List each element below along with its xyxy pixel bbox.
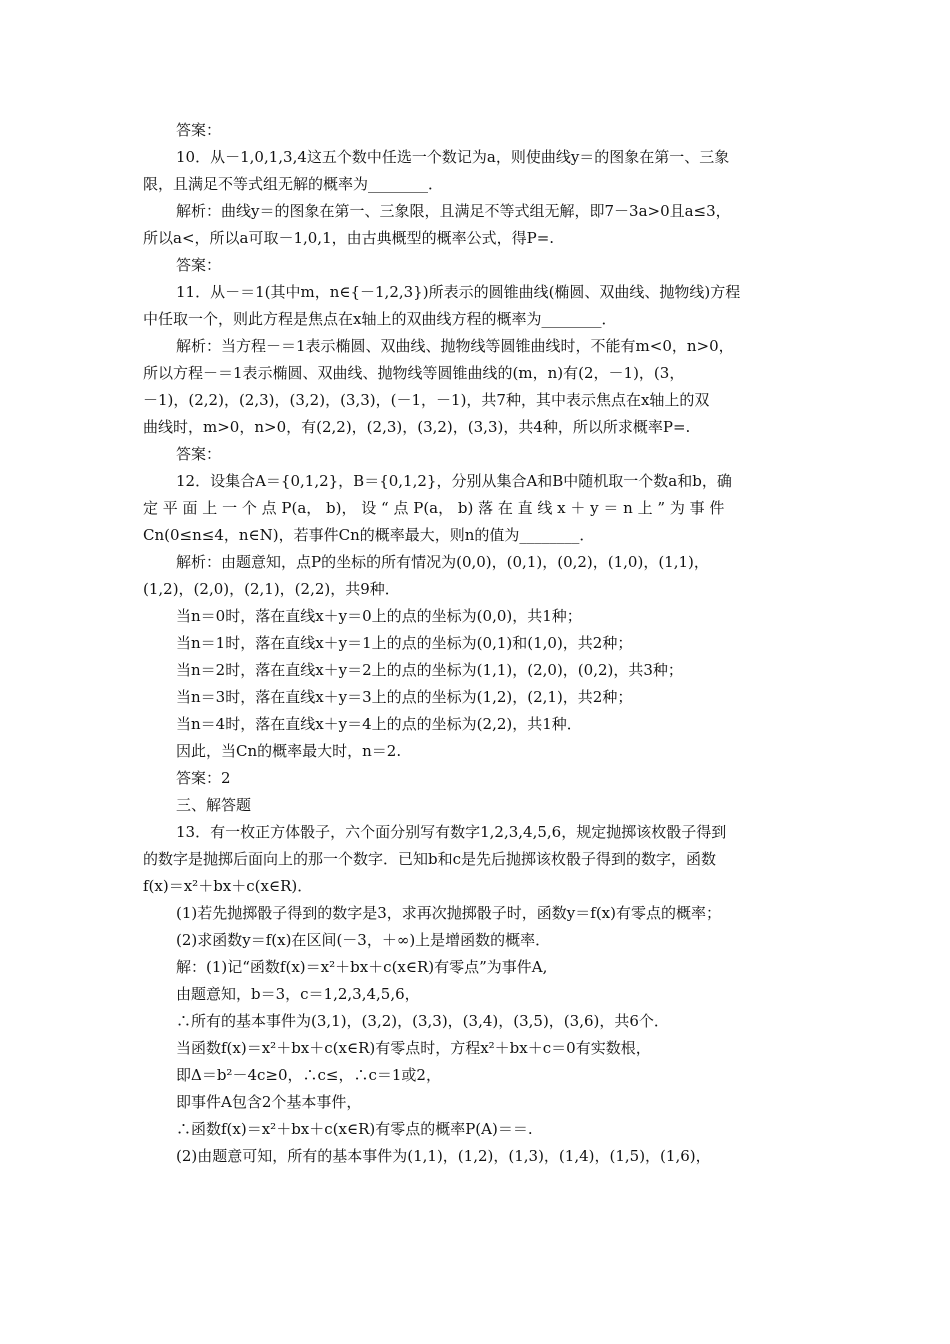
text-line: 三、解答题 — [176, 796, 252, 814]
text-line: 当n＝3时，落在直线x＋y＝3上的点的坐标为(1,2)，(2,1)，共2种； — [176, 688, 633, 706]
text-line: 当n＝1时，落在直线x＋y＝1上的点的坐标为(0,1)和(1,0)，共2种； — [176, 634, 633, 652]
text-line: f(x)＝x²＋bx＋c(x∈R)． — [143, 877, 313, 895]
text-line: 即事件A包含2个基本事件， — [176, 1093, 362, 1111]
text-line: 因此，当Cn的概率最大时，n＝2. — [176, 742, 402, 760]
text-line: (2)求函数y＝f(x)在区间(－3，＋∞)上是增函数的概率． — [176, 931, 551, 949]
text-line: 答案： — [176, 256, 222, 274]
text-line: 中任取一个，则此方程是焦点在x轴上的双曲线方程的概率为________． — [143, 310, 617, 328]
text-line: Cn(0≤n≤4，n∈N)，若事件Cn的概率最大，则n的值为________． — [143, 526, 595, 544]
text-line: ∴所有的基本事件为(3,1)，(3,2)，(3,3)，(3,4)，(3,5)，(3,6)，共6个． — [176, 1012, 669, 1030]
text-line: 定 平 面 上 一 个 点 P(a， b)， 设 “ 点 P(a， b) 落 在 直 线 x ＋ y ＝ n 上 ” 为 事 件 — [143, 499, 725, 517]
text-line: 的数字是抛掷后面向上的那一个数字．已知b和c是先后抛掷该枚骰子得到的数字，函数 — [143, 850, 717, 868]
text-line: 10．从－1,0,1,3,4这五个数中任选一个数记为a，则使曲线y＝的图象在第一、三象 — [176, 148, 730, 166]
text-line: 11．从－＝1(其中m，n∈{－1,2,3})所表示的圆锥曲线(椭圆、双曲线、抛物线)方程 — [176, 283, 741, 301]
text-line: 即Δ＝b²－4c≥0，∴c≤，∴c＝1或2， — [176, 1066, 441, 1084]
text-line: －1)，(2,2)，(2,3)，(3,2)，(3,3)，(－1，－1)，共7种，其中表示焦点在x轴上的双 — [143, 391, 710, 409]
text-line: 当n＝2时，落在直线x＋y＝2上的点的坐标为(1,1)，(2,0)，(0,2)，共3种； — [176, 661, 683, 679]
text-line: 曲线时，m>0，n>0，有(2,2)，(2,3)，(3,2)，(3,3)，共4种，所以所求概率P=. — [143, 418, 691, 436]
text-line: 当函数f(x)＝x²＋bx＋c(x∈R)有零点时，方程x²＋bx＋c＝0有实数根， — [176, 1039, 651, 1057]
text-line: 答案： — [176, 121, 222, 139]
text-line: 解析：曲线y＝的图象在第一、三象限，且满足不等式组无解，即7－3a>0且a≤3， — [176, 202, 731, 220]
text-line: ∴函数f(x)＝x²＋bx＋c(x∈R)有零点的概率P(A)＝＝. — [176, 1120, 533, 1138]
text-line: 答案：2 — [176, 769, 231, 787]
text-line: (2)由题意可知，所有的基本事件为(1,1)，(1,2)，(1,3)，(1,4)，(1,5)，(1,6)， — [176, 1147, 711, 1165]
text-line: 所以a<，所以a可取－1,0,1，由古典概型的概率公式，得P=. — [143, 229, 555, 247]
text-line: 所以方程－＝1表示椭圆、双曲线、抛物线等圆锥曲线的(m，n)有(2，－1)，(3， — [143, 364, 685, 382]
text-line: (1,2)，(2,0)，(2,1)，(2,2)，共9种． — [143, 580, 400, 598]
text-line: (1)若先抛掷骰子得到的数字是3，求再次抛掷骰子时，函数y＝f(x)有零点的概率； — [176, 904, 721, 922]
text-line: 解：(1)记“函数f(x)＝x²＋bx＋c(x∈R)有零点”为事件A, — [176, 958, 548, 976]
text-line: 13．有一枚正方体骰子，六个面分别写有数字1,2,3,4,5,6，规定抛掷该枚骰子得到 — [176, 823, 727, 841]
text-line: 由题意知，b＝3，c＝1,2,3,4,5,6， — [176, 985, 420, 1003]
text-line: 限，且满足不等式组无解的概率为________． — [143, 175, 444, 193]
text-line: 解析：当方程－＝1表示椭圆、双曲线、抛物线等圆锥曲线时，不能有m<0，n>0， — [176, 337, 734, 355]
text-line: 答案： — [176, 445, 222, 463]
text-line: 当n＝4时，落在直线x＋y＝4上的点的坐标为(2,2)，共1种． — [176, 715, 582, 733]
text-line: 12．设集合A＝{0,1,2}，B＝{0,1,2}，分别从集合A和B中随机取一个数a和b，确 — [176, 472, 732, 490]
text-line: 解析：由题意知，点P的坐标的所有情况为(0,0)，(0,1)，(0,2)，(1,0)，(1,1)， — [176, 553, 709, 571]
text-line: 当n＝0时，落在直线x＋y＝0上的点的坐标为(0,0)，共1种； — [176, 607, 582, 625]
document-body — [143, 117, 815, 1170]
